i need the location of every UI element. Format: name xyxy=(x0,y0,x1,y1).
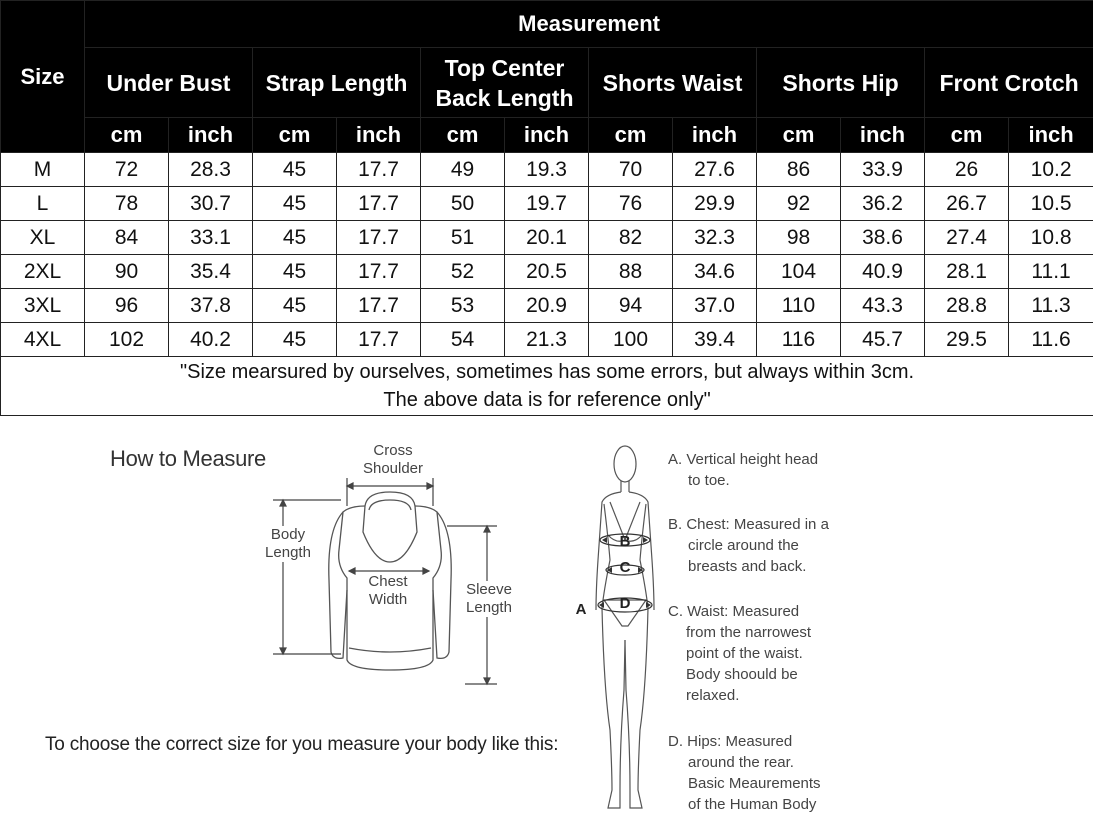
value-cell: 32.3 xyxy=(673,221,757,255)
value-cell: 52 xyxy=(421,255,505,289)
value-cell: 72 xyxy=(85,153,169,187)
value-cell: 45 xyxy=(253,221,337,255)
value-cell: 45 xyxy=(253,323,337,357)
chest-width-label-line-2: Width xyxy=(368,591,408,608)
value-cell: 17.7 xyxy=(337,221,421,255)
value-cell: 116 xyxy=(757,323,841,357)
value-cell: 17.7 xyxy=(337,323,421,357)
body-length-label-line-2: Length xyxy=(265,544,311,561)
value-cell: 45 xyxy=(253,289,337,323)
table-row xyxy=(1,153,1093,187)
value-cell: 98 xyxy=(757,221,841,255)
value-cell: 76 xyxy=(589,187,673,221)
value-cell: 28.8 xyxy=(925,289,1009,323)
value-cell: 82 xyxy=(589,221,673,255)
unit-header-cm: cm xyxy=(757,118,841,153)
value-cell: 17.7 xyxy=(337,153,421,187)
note-a-line-1: A. Vertical height head xyxy=(668,451,819,468)
choose-size-instruction: To choose the correct size for you measure your body like this: xyxy=(45,734,559,755)
body-length-label-line-1: Body xyxy=(270,526,306,543)
value-cell: 33.1 xyxy=(169,221,253,255)
note-d-hips xyxy=(668,731,858,815)
value-cell: 37.0 xyxy=(673,289,757,323)
value-cell: 84 xyxy=(85,221,169,255)
value-cell: 27.6 xyxy=(673,153,757,187)
footnote-line-2: The above data is for reference only" xyxy=(383,389,711,411)
value-cell: 11.3 xyxy=(1009,289,1093,323)
chest-width-label-line-1: Chest xyxy=(368,573,408,590)
sleeve-length-label-line-1: Sleeve xyxy=(466,581,512,598)
value-cell: 90 xyxy=(85,255,169,289)
cross-shoulder-label-line-1: Cross xyxy=(373,442,413,459)
value-cell: 45.7 xyxy=(841,323,925,357)
value-cell: 104 xyxy=(757,255,841,289)
value-cell: 11.6 xyxy=(1009,323,1093,357)
table-row xyxy=(1,255,1093,289)
unit-header-cm: cm xyxy=(589,118,673,153)
note-c-line-1: C. Waist: Measured xyxy=(668,603,800,620)
value-cell: 20.1 xyxy=(505,221,589,255)
value-cell: 28.3 xyxy=(169,153,253,187)
note-b-line-2: circle around the xyxy=(688,537,799,554)
value-cell: 37.8 xyxy=(169,289,253,323)
figure-label-d: D xyxy=(619,595,631,612)
group-header-top-center-back-length: Top Center Back Length xyxy=(421,48,589,118)
value-cell: 51 xyxy=(421,221,505,255)
size-cell: 3XL xyxy=(1,289,85,323)
value-cell: 30.7 xyxy=(169,187,253,221)
note-b-line-1: B. Chest: Measured in a xyxy=(668,516,829,533)
cross-shoulder-label-line-2: Shoulder xyxy=(362,460,424,477)
footnote-line-1: "Size mearsured by ourselves, sometimes has some errors, but always within 3cm. xyxy=(180,361,915,383)
note-c-line-4: Body shoould be xyxy=(686,666,798,683)
value-cell: 92 xyxy=(757,187,841,221)
chest-width-label xyxy=(360,573,416,609)
table-row xyxy=(1,221,1093,255)
value-cell: 45 xyxy=(253,187,337,221)
value-cell: 28.1 xyxy=(925,255,1009,289)
value-cell: 21.3 xyxy=(505,323,589,357)
value-cell: 49 xyxy=(421,153,505,187)
note-b-chest xyxy=(668,514,858,577)
value-cell: 10.5 xyxy=(1009,187,1093,221)
value-cell: 96 xyxy=(85,289,169,323)
size-header: Size xyxy=(1,1,85,153)
size-cell: M xyxy=(1,153,85,187)
unit-header-inch: inch xyxy=(673,118,757,153)
value-cell: 100 xyxy=(589,323,673,357)
note-a-vertical-height xyxy=(668,449,858,491)
value-cell: 27.4 xyxy=(925,221,1009,255)
value-cell: 40.2 xyxy=(169,323,253,357)
group-header-front-crotch: Front Crotch xyxy=(925,48,1093,118)
value-cell: 26.7 xyxy=(925,187,1009,221)
note-c-line-2: from the narrowest xyxy=(686,624,812,641)
body-diagram-illustration xyxy=(590,440,660,820)
note-c-waist xyxy=(668,601,858,706)
unit-header-inch: inch xyxy=(505,118,589,153)
unit-header-cm: cm xyxy=(85,118,169,153)
table-row xyxy=(1,289,1093,323)
value-cell: 33.9 xyxy=(841,153,925,187)
how-to-measure-title: How to Measure xyxy=(110,446,266,471)
value-cell: 102 xyxy=(85,323,169,357)
value-cell: 29.5 xyxy=(925,323,1009,357)
value-cell: 50 xyxy=(421,187,505,221)
cross-shoulder-label xyxy=(353,442,433,478)
table-row xyxy=(1,187,1093,221)
size-cell: L xyxy=(1,187,85,221)
value-cell: 78 xyxy=(85,187,169,221)
body-length-label xyxy=(258,526,318,562)
size-cell: 4XL xyxy=(1,323,85,357)
value-cell: 17.7 xyxy=(337,289,421,323)
note-d-line-4: of the Human Body xyxy=(688,796,817,813)
table-row xyxy=(1,323,1093,357)
note-d-line-2: around the rear. xyxy=(688,754,794,771)
value-cell: 38.6 xyxy=(841,221,925,255)
value-cell: 20.9 xyxy=(505,289,589,323)
unit-header-inch: inch xyxy=(337,118,421,153)
size-cell: 2XL xyxy=(1,255,85,289)
note-c-line-5: relaxed. xyxy=(686,687,740,704)
value-cell: 26 xyxy=(925,153,1009,187)
note-c-line-3: point of the waist. xyxy=(686,645,803,662)
value-cell: 70 xyxy=(589,153,673,187)
value-cell: 35.4 xyxy=(169,255,253,289)
value-cell: 110 xyxy=(757,289,841,323)
table-body xyxy=(1,153,1093,357)
table-title: Measurement xyxy=(85,1,1093,48)
value-cell: 45 xyxy=(253,255,337,289)
value-cell: 40.9 xyxy=(841,255,925,289)
group-header-shorts-hip: Shorts Hip xyxy=(757,48,925,118)
unit-header-cm: cm xyxy=(925,118,1009,153)
value-cell: 94 xyxy=(589,289,673,323)
value-cell: 20.5 xyxy=(505,255,589,289)
note-d-line-3: Basic Meaurements xyxy=(688,775,821,792)
group-header-strap-length: Strap Length xyxy=(253,48,421,118)
sleeve-length-label xyxy=(458,581,520,617)
note-b-line-3: breasts and back. xyxy=(688,558,807,575)
value-cell: 17.7 xyxy=(337,187,421,221)
value-cell: 10.2 xyxy=(1009,153,1093,187)
figure-label-b: B xyxy=(619,533,631,550)
unit-header-inch: inch xyxy=(1009,118,1093,153)
value-cell: 10.8 xyxy=(1009,221,1093,255)
value-cell: 36.2 xyxy=(841,187,925,221)
unit-header-inch: inch xyxy=(169,118,253,153)
group-header-under-bust: Under Bust xyxy=(85,48,253,118)
value-cell: 45 xyxy=(253,153,337,187)
table-footnote xyxy=(1,357,1093,416)
group-header-shorts-waist: Shorts Waist xyxy=(589,48,757,118)
value-cell: 34.6 xyxy=(673,255,757,289)
value-cell: 54 xyxy=(421,323,505,357)
value-cell: 19.3 xyxy=(505,153,589,187)
note-a-line-2: to toe. xyxy=(688,472,730,489)
value-cell: 43.3 xyxy=(841,289,925,323)
value-cell: 88 xyxy=(589,255,673,289)
value-cell: 86 xyxy=(757,153,841,187)
value-cell: 17.7 xyxy=(337,255,421,289)
unit-header-inch: inch xyxy=(841,118,925,153)
unit-header-cm: cm xyxy=(421,118,505,153)
figure-label-a: A xyxy=(575,601,587,618)
value-cell: 11.1 xyxy=(1009,255,1093,289)
value-cell: 19.7 xyxy=(505,187,589,221)
unit-header-cm: cm xyxy=(253,118,337,153)
value-cell: 53 xyxy=(421,289,505,323)
figure-label-c: C xyxy=(619,559,631,576)
value-cell: 29.9 xyxy=(673,187,757,221)
value-cell: 39.4 xyxy=(673,323,757,357)
note-d-line-1: D. Hips: Measured xyxy=(668,733,793,750)
sleeve-length-label-line-2: Length xyxy=(466,599,512,616)
size-cell: XL xyxy=(1,221,85,255)
